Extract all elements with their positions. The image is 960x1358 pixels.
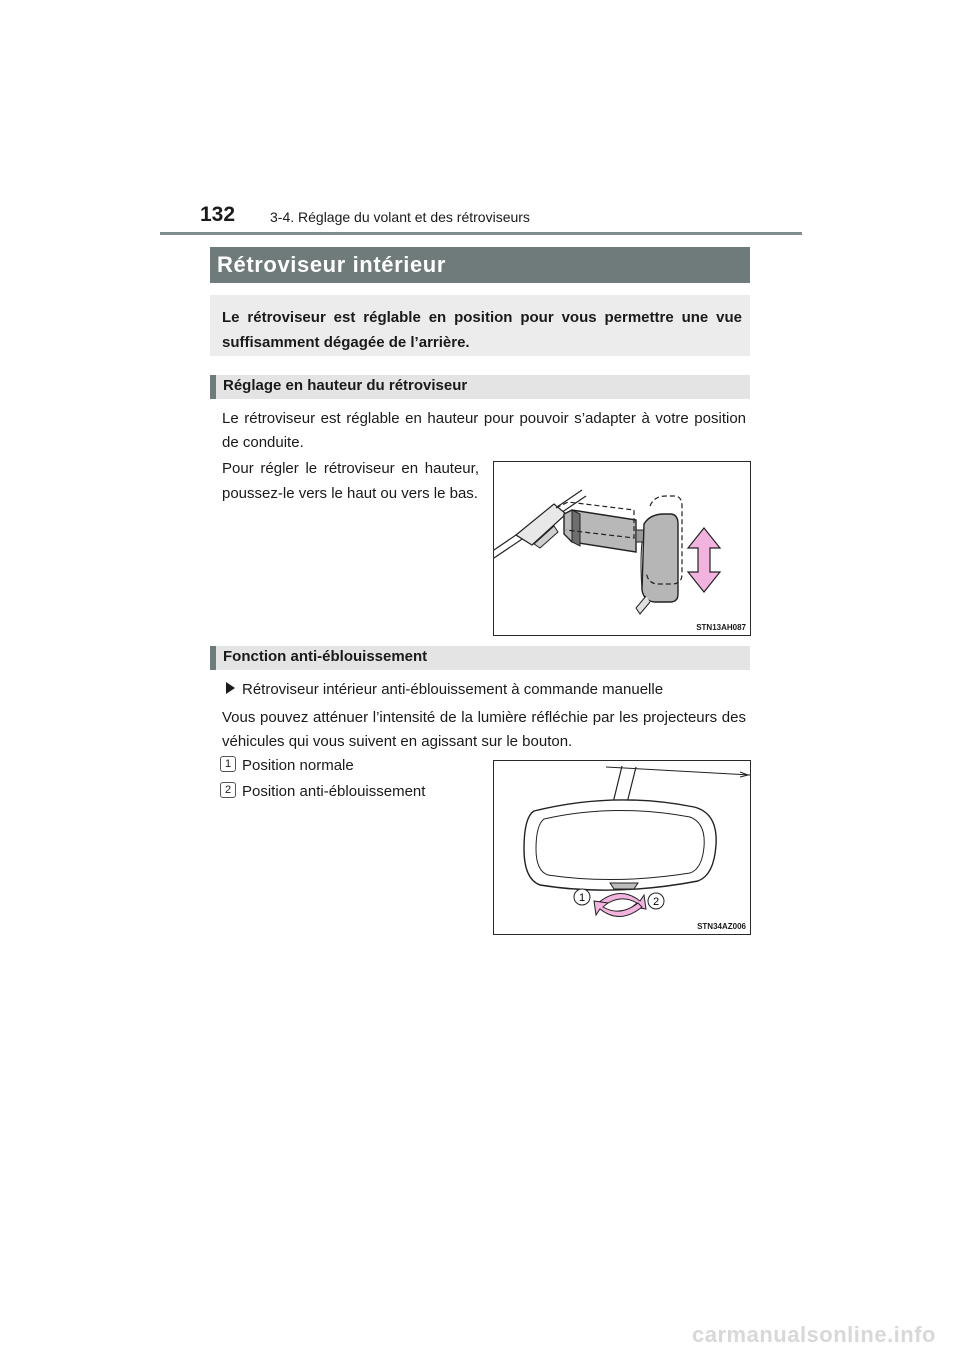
mirror-height-illustration <box>494 462 750 635</box>
callout-2: 2 <box>652 896 660 908</box>
figure-code: STN13AH087 <box>696 623 746 632</box>
subheading-marker <box>210 646 216 670</box>
subheading-anti-glare: Fonction anti-éblouissement <box>223 648 428 665</box>
section-title: Rétroviseur intérieur <box>217 252 447 277</box>
bullet-triangle-icon <box>226 682 235 694</box>
callout-1: 1 <box>578 892 586 904</box>
figure-mirror-anti-glare <box>493 760 751 935</box>
item-normal-position: Position normale <box>242 757 354 774</box>
height-adjust-paragraph: Le rétroviseur est réglable en hauteur pour pouvoir s’adapter à votre position de conduite. <box>222 410 746 451</box>
number-badge-2: 2 <box>220 782 236 798</box>
subheading-marker <box>210 375 216 399</box>
anti-glare-paragraph: Vous pouvez atténuer l’intensité de la lumière réfléchie par les projecteurs des véhicules qui vous suivent en agissant sur le bouton. <box>222 709 746 750</box>
bullet-text: Rétroviseur intérieur anti-éblouissement à commande manuelle <box>242 681 664 698</box>
height-adjust-instruction: Pour régler le rétroviseur en hauteur, poussez-le vers le haut ou vers le bas. <box>222 460 479 502</box>
item-anti-glare-position: Position anti-éblouissement <box>242 783 426 800</box>
watermark: carmanualsonline.info <box>692 1322 936 1347</box>
figure-code: STN34AZ006 <box>697 922 746 931</box>
header-divider <box>160 232 802 235</box>
subheading-height-adjust: Réglage en hauteur du rétroviseur <box>223 377 468 394</box>
figure-mirror-height <box>493 461 751 636</box>
chapter-title: 3-4. Réglage du volant et des rétroviseurs <box>270 209 530 225</box>
intro-text: Le rétroviseur est réglable en position pour vous permettre une vue suffisamment dégagée de l’arrière. <box>222 309 742 351</box>
number-badge-1: 1 <box>220 756 236 772</box>
mirror-anti-glare-illustration <box>494 761 750 934</box>
page-number: 132 <box>200 203 236 226</box>
